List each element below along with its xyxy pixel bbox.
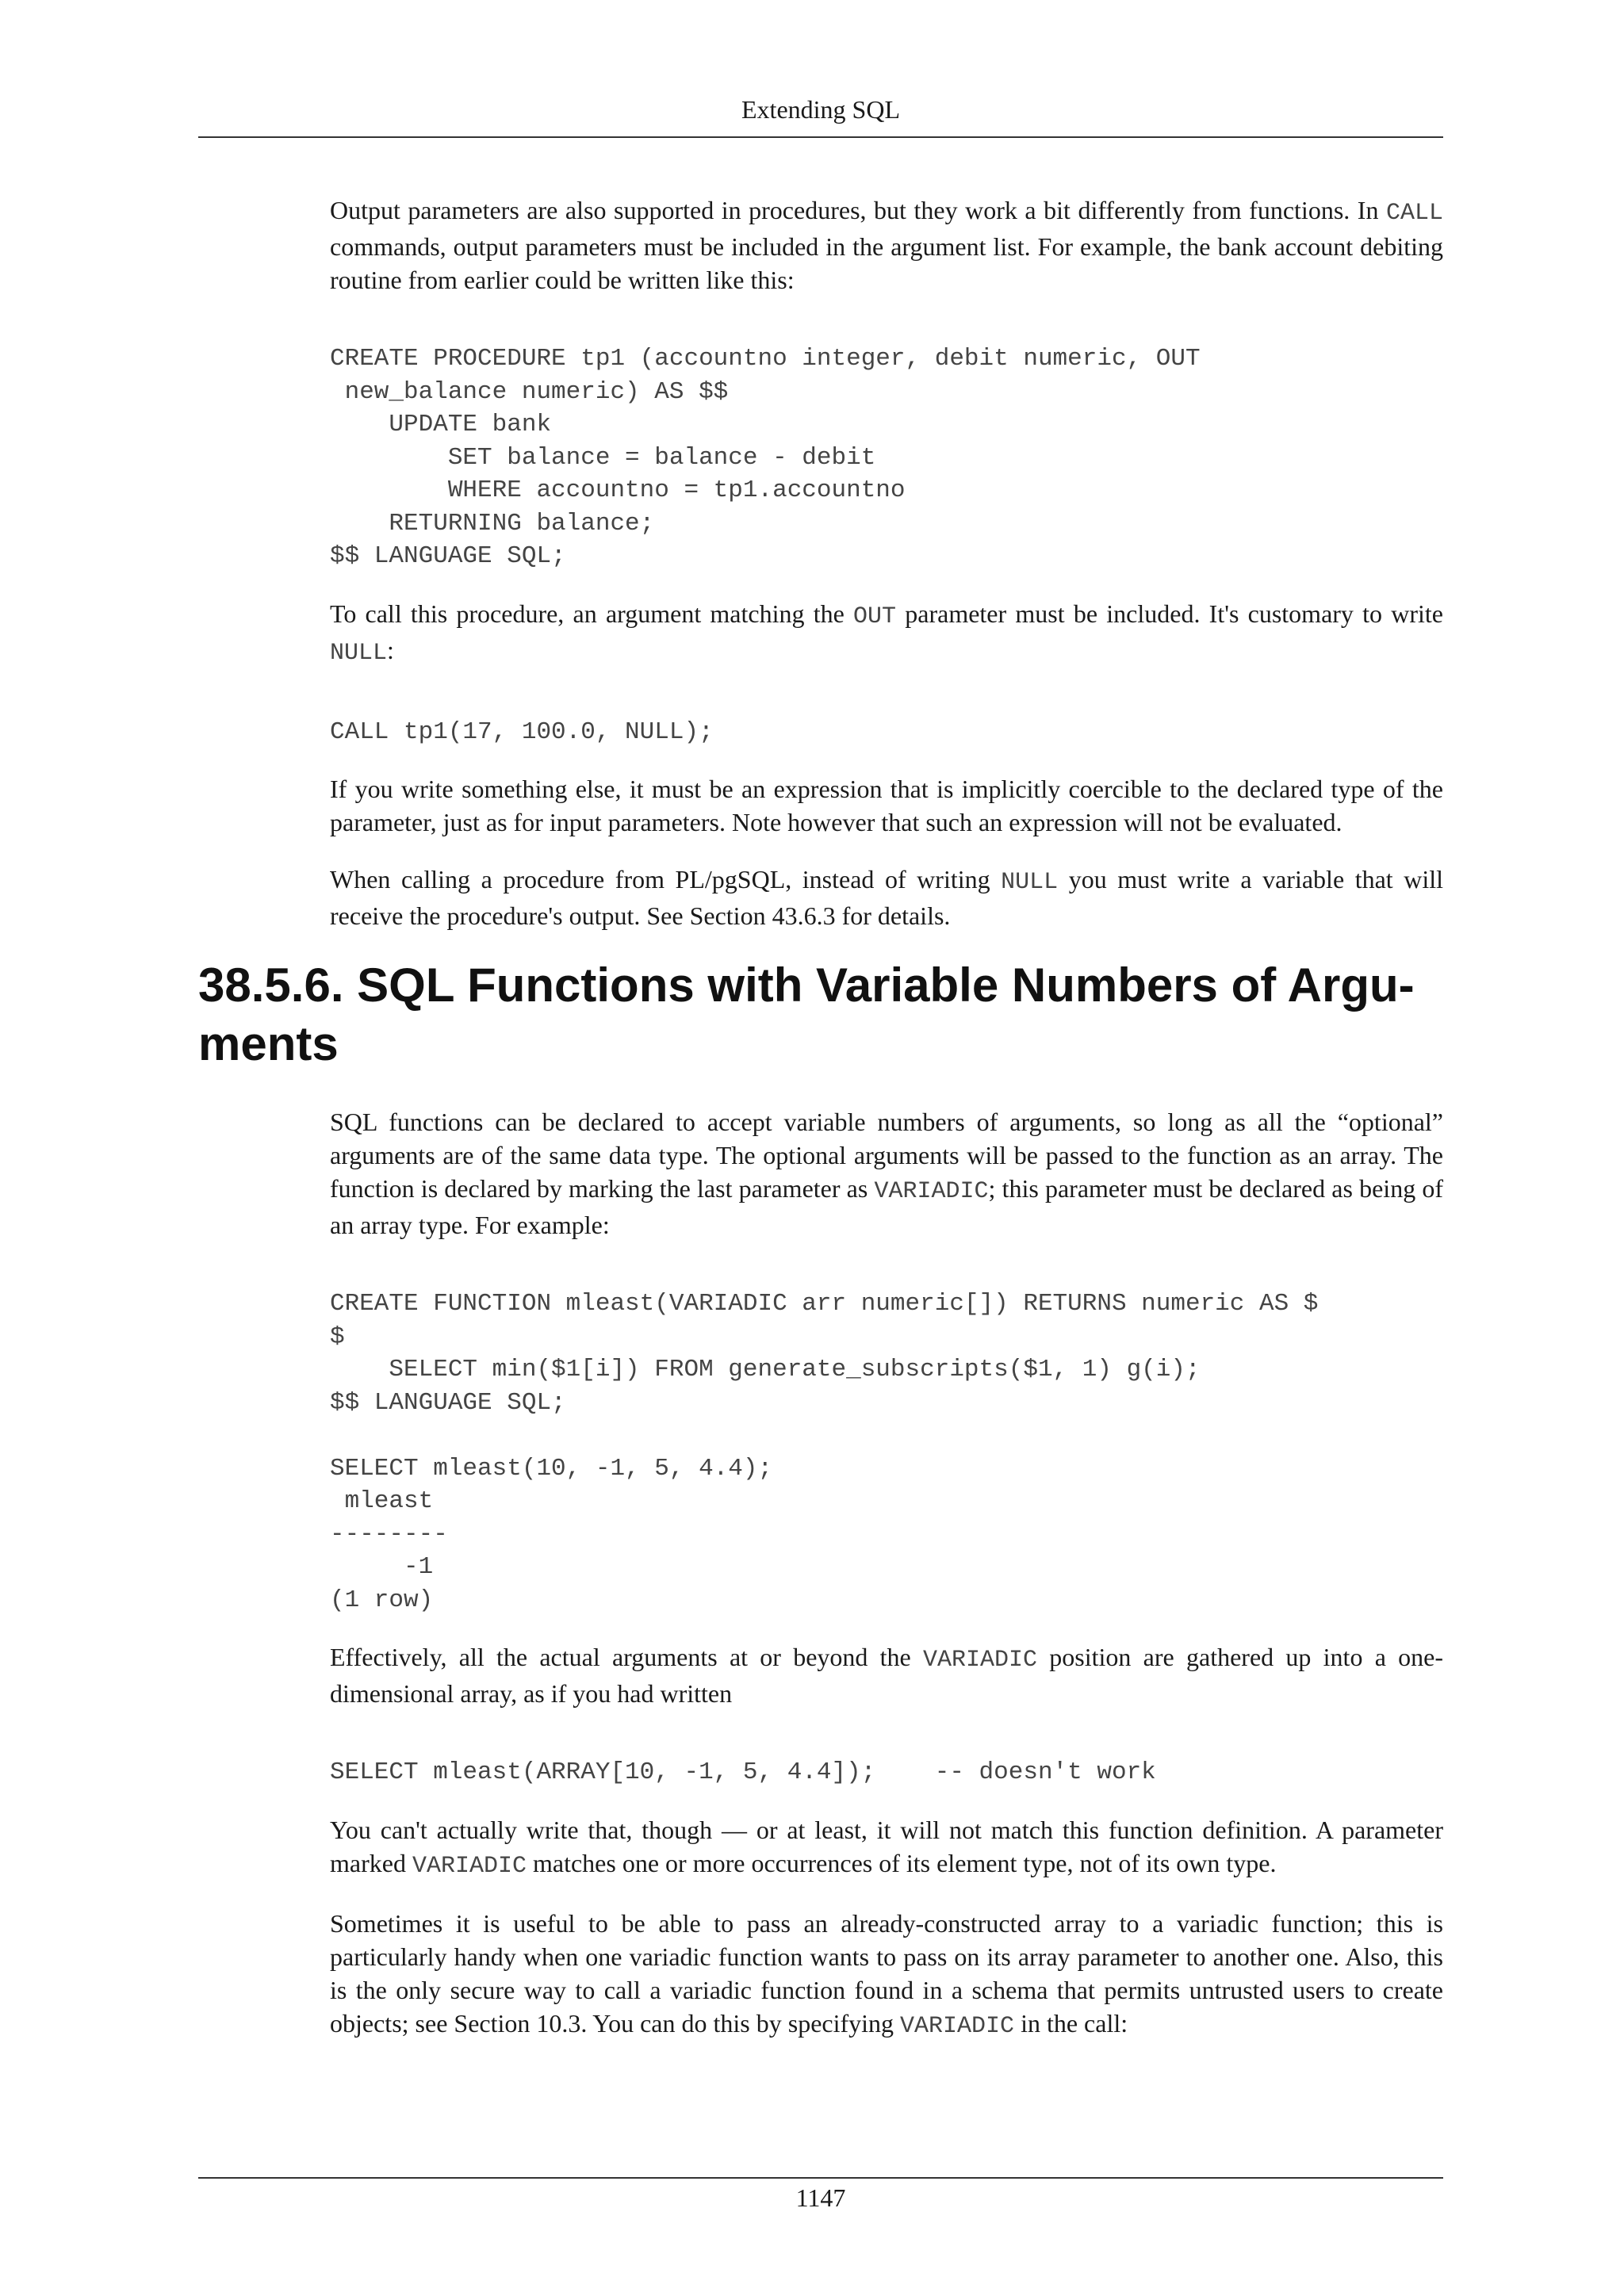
- footer-rule: [198, 2177, 1443, 2179]
- paragraph: When calling a procedure from PL/pgSQL, instead of writing NULL you must write a variable that will receive the procedure's output. See Section 43.6.3 for details.: [330, 865, 1443, 930]
- inline-code: NULL: [330, 639, 388, 667]
- inline-code: VARIADIC: [874, 1178, 989, 1205]
- section-output-params: [330, 193, 1443, 956]
- inline-code: CALL: [1385, 200, 1443, 227]
- inline-code: VARIADIC: [900, 2012, 1015, 2040]
- inline-code: VARIADIC: [412, 1852, 527, 1880]
- inline-code: NULL: [1001, 869, 1059, 896]
- paragraph: Effectively, all the actual arguments at or beyond the VARIADIC position are gathered up into a one-dimensional array, as if you had written: [330, 1643, 1444, 1708]
- paragraph: Output parameters are also supported in procedures, but they work a bit differently from functions. In CALL commands, output parameters must be included in the argument list. For example, the bank account debiting routine from earlier could be written like this:: [330, 196, 1443, 294]
- code-block: CREATE FUNCTION mleast(VARIADIC arr numeric[]) RETURNS numeric AS $ $ SELECT min($1[i]) FROM generate_subscripts($1, 1) g(i); $$ LANGUAGE SQL; SELECT mleast(10, -1, 5, 4.4); mleast -------- -1 (1 row): [330, 1290, 1319, 1614]
- page-number: 1147: [795, 2183, 846, 2212]
- paragraph: If you write something else, it must be an expression that is implicitly coercible to the declared type of the parameter, just as for input parameters. Note however that such an expression will not be evaluated.: [330, 775, 1443, 836]
- paragraph: To call this procedure, an argument matching the OUT parameter must be included. It's customary to write NULL:: [330, 599, 1444, 667]
- paragraph: Sometimes it is useful to be able to pass an already-constructed array to a variadic function; this is particularly handy when one variadic function wants to pass on its array parameter to another one. Also, this is the only secure way to call a variadic function found in a schema that permits untrusted users to create objects; see Section 10.3. You can do this by specifying VARIADIC in the call:: [330, 1908, 1443, 2040]
- code-block: SELECT mleast(ARRAY[10, -1, 5, 4.4]); -- doesn't work: [330, 1758, 1156, 1786]
- paragraph: You can't actually write that, though — or at least, it will not match this function definition. A parameter marked VARIADIC matches one or more occurrences of its element type, not of its own type.: [330, 1815, 1443, 1880]
- inline-code: OUT: [853, 603, 897, 630]
- header-rule: [198, 136, 1443, 138]
- page-header: Extending SQL: [741, 95, 900, 124]
- inline-code: VARIADIC: [923, 1647, 1038, 1674]
- section-variadic: [330, 1105, 1443, 2067]
- code-block: CREATE PROCEDURE tp1 (accountno integer, debit numeric, OUT new_balance numeric) AS $$ UPDATE bank SET balance = balance - debit WHERE accountno = tp1.accountno RETURNING balance; $$ LANGUAGE SQL;: [330, 345, 1201, 570]
- code-block: CALL tp1(17, 100.0, NULL);: [330, 718, 714, 746]
- section-heading: 38.5.6. SQL Functions with Variable Numbers of Argu- ments: [198, 959, 1415, 1070]
- paragraph: SQL functions can be declared to accept variable numbers of arguments, so long as all the “optional” arguments are of the same data type. The optional arguments will be passed to the function as an array. The function is declared by marking the last parameter as VARIADIC; this parameter must be declared as being of an array type. For example:: [330, 1108, 1443, 1239]
